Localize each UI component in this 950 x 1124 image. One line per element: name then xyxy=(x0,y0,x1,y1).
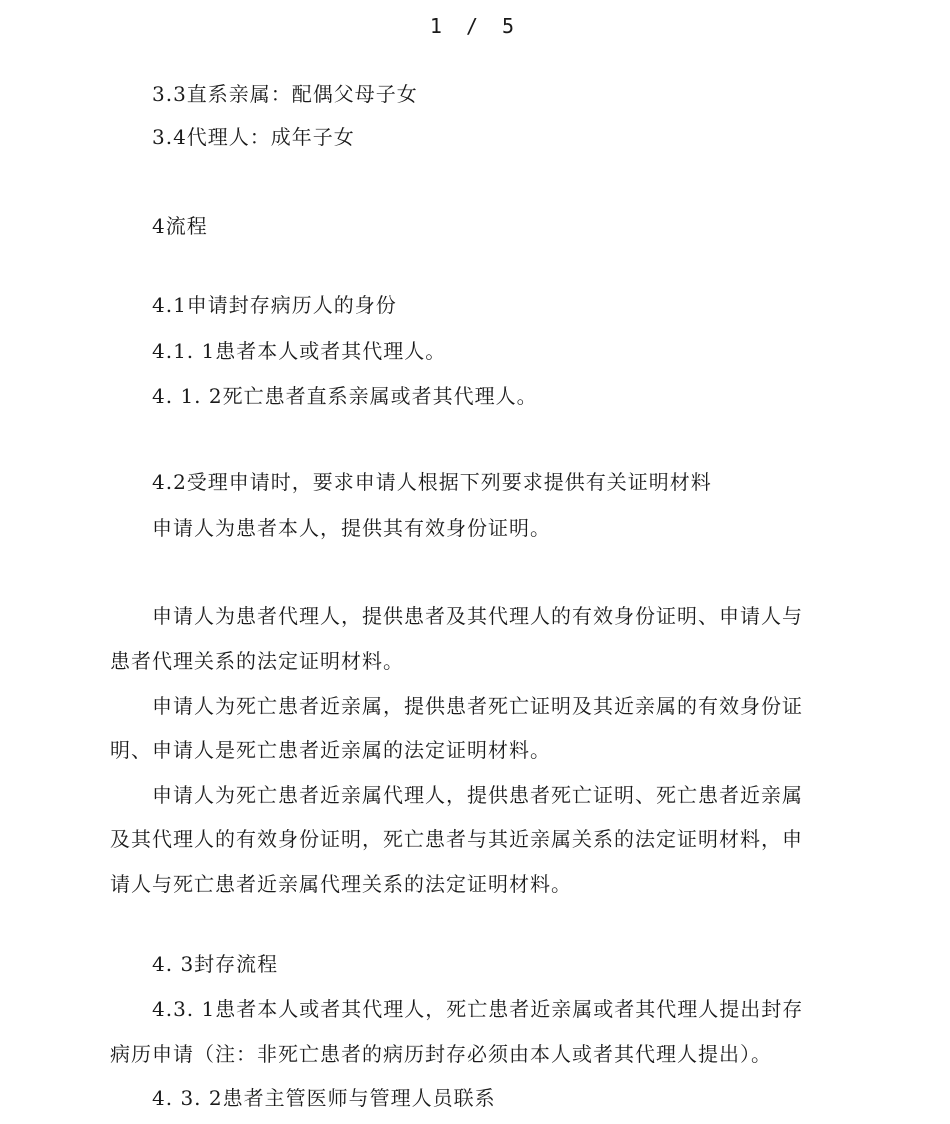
text-line-applicant-relative-agent: 申请人为死亡患者近亲属代理人，提供患者死亡证明、死亡患者近亲属 xyxy=(152,783,803,807)
text-line-4-3-2: 4. 3. 2患者主管医师与管理人员联系 xyxy=(152,1086,496,1110)
text-line-4-3-1-cont: 病历申请（注：非死亡患者的病历封存必须由本人或者其代理人提出）。 xyxy=(110,1042,772,1066)
page-counter: 1 / 5 xyxy=(429,14,521,38)
text-line-applicant-relative-cont: 明、申请人是死亡患者近亲属的法定证明材料。 xyxy=(110,738,551,762)
text-line-applicant-agent: 申请人为患者代理人，提供患者及其代理人的有效身份证明、申请人与 xyxy=(152,604,803,628)
text-line-4-1-1: 4.1. 1患者本人或者其代理人。 xyxy=(152,339,447,363)
text-line-3-4: 3.4代理人：成年子女 xyxy=(152,125,355,149)
text-line-applicant-relative-agent-cont2: 请人与死亡患者近亲属代理关系的法定证明材料。 xyxy=(110,872,572,896)
text-line-applicant-relative-agent-cont1: 及其代理人的有效身份证明，死亡患者与其近亲属关系的法定证明材料，申 xyxy=(110,827,803,851)
text-line-applicant-agent-cont: 患者代理关系的法定证明材料。 xyxy=(110,649,404,673)
text-line-applicant-self: 申请人为患者本人，提供其有效身份证明。 xyxy=(152,516,551,540)
text-line-4-1: 4.1申请封存病历人的身份 xyxy=(152,293,397,317)
text-line-4-3-1: 4.3. 1患者本人或者其代理人，死亡患者近亲属或者其代理人提出封存 xyxy=(152,997,804,1021)
section-heading-4-3: 4. 3封存流程 xyxy=(152,952,279,976)
text-line-applicant-relative: 申请人为死亡患者近亲属，提供患者死亡证明及其近亲属的有效身份证 xyxy=(152,694,803,718)
text-line-3-3: 3.3直系亲属：配偶父母子女 xyxy=(152,82,418,106)
text-line-4-2: 4.2受理申请时，要求申请人根据下列要求提供有关证明材料 xyxy=(152,470,712,494)
section-heading-4: 4流程 xyxy=(152,214,208,238)
text-line-4-1-2: 4. 1. 2死亡患者直系亲属或者其代理人。 xyxy=(152,384,538,408)
